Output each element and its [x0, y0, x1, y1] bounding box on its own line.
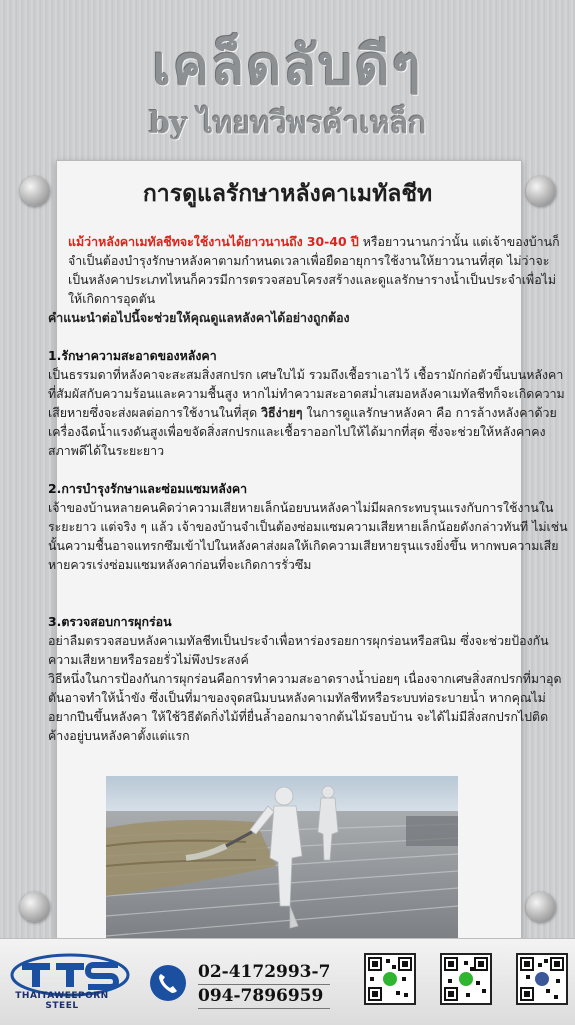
- facebook-icon: [535, 972, 549, 986]
- line-icon: [459, 972, 473, 986]
- phone-1[interactable]: 02-4172993-7: [198, 961, 330, 985]
- intro-highlight: แม้ว่าหลังคาเมทัลชีทจะใช้งานได้ยาวนานถึง 30-40 ปี: [68, 234, 359, 249]
- phone-2[interactable]: 094-7896959: [198, 985, 330, 1009]
- company-name: THAITAWEEPORN STEEL: [15, 991, 109, 1011]
- roof-cleaning-photo: [106, 776, 458, 938]
- header: [0, 0, 575, 160]
- section-1-text-a: เป็นธรรมดาที่หลังคาจะสะสมสิ่งสกปรก เศษใบไม้ รวมถึงเชื้อราเอาไว้ เชื้อรามักก่อตัวขึ้นบนหลังคาที่สัมผัสกับความร้อนและความชื้นสูง หากไม่ทำความสะอาดสม่ำเสมอหลังคาเมทัลชีทก็จะเกิดความเสียหายซึ่งจะส่งผลต่อการใช้งานในที่สุด: [48, 367, 565, 420]
- footer: [0, 938, 575, 1025]
- section-1-bold: วิธีง่ายๆ: [261, 405, 303, 420]
- section-2-heading: 2.การบำรุงรักษาและซ่อมแซมหลังคา: [48, 481, 248, 496]
- line-qr-code-2[interactable]: [440, 953, 492, 1005]
- article-title: การดูแลรักษาหลังคาเมทัลชีท: [142, 181, 433, 207]
- brand-title: เคล็ดลับดีๆ: [152, 33, 423, 97]
- article-body: [48, 232, 568, 745]
- section-3-text: อย่าลืมตรวจสอบหลังคาเมทัลชีทเป็นประจำเพื่อหาร่องรอยการผุกร่อนหรือสนิม ซึ่งจะช่วยป้องกันความเสียหายหรือรอยรั่วไม่พึงประสงค์: [48, 633, 549, 667]
- roof-cleaning-illustration: [106, 776, 458, 938]
- section-1-text-b: ในการดูแลรักษาหลังคา คือ การล้างหลังคาด้วยเครื่องฉีดน้ำแรงดันสูงเพื่อขจัดสิ่งสกปรกและเชื้อราออกไปให้ได้มากที่สุด ซึ่งจะช่วยให้หลังคาคงสภาพดีได้ในระยะยาว: [48, 405, 557, 458]
- phone-icon: [148, 963, 188, 1003]
- section-2-text: เจ้าของบ้านหลายคนคิดว่าความเสียหายเล็กน้อยบนหลังคาไม่มีผลกระทบรุนแรงกับการใช้งานในระยะยาว แต่จริง ๆ แล้ว เจ้าของบ้านจำเป็นต้องซ่อมแซมความเสียหายเล็กน้อยดังกล่าวทันที ไม่เช่นนั้นความชื้นอาจแทรกซึมเข้าไปในหลังคาส่งผลให้เกิดความเสียหายรุนแรงยิ่งขึ้น หากพบความเสียหายควรเร่งซ่อมแซมหลังคาก่อนที่จะเกิดการรั่วซึม: [48, 500, 568, 572]
- section-3-heading: 3.ตรวจสอบการผุกร่อน: [48, 614, 172, 629]
- intro-bold: คำแนะนำต่อไปนี้จะช่วยให้คุณดูแลหลังคาได้อย่างถูกต้อง: [48, 310, 350, 325]
- rivet-icon: [526, 892, 556, 922]
- rivet-icon: [20, 892, 50, 922]
- section-1-text: [48, 365, 568, 460]
- line-qr-code[interactable]: [364, 953, 416, 1005]
- intro-paragraph: [48, 232, 568, 308]
- section-3-text-2: วิธีหนึ่งในการป้องกันการผุกร่อนคือการทำความสะอาดรางน้ำบ่อยๆ เนื่องจากเศษสิ่งสกปรกที่มาอุดตันอาจทำให้น้ำขัง ซึ่งเป็นที่มาของจุดสนิมบนหลังคาเมทัลชีทหรือระบบท่อระบายน้ำ หากคุณไม่อยากปีนขึ้นหลังคา ให้ใช้วิธีตัดกิ่งไม้ที่ยื่นล้ำออกมาจากต้นไม้รอบบ้าน จะได้ไม่มีสิ่งสกปรกไปติดค้างอยู่บนหลังคาตั้งแต่แรก: [48, 671, 562, 743]
- phone-numbers: [198, 961, 330, 1009]
- section-1-heading: 1.รักษาความสะอาดของหลังคา: [48, 348, 217, 363]
- brand-subtitle: by ไทยทวีพรค้าเหล็ก: [148, 106, 427, 141]
- intro-text: หรือยาวนานกว่านั้น แต่เจ้าของบ้านก็จำเป็นต้องบำรุงรักษาหลังคาตามกำหนดเวลาเพื่อยืดอายุการใช้งานให้ยาวนานที่สุด ไม่ว่าจะเป็นหลังคาประเภทไหนก็ควรมีการตรวจสอบโครงสร้างและดูแลรักษารางน้ำเป็นประจำเพื่อไม่ให้เกิดการอุดตัน: [68, 234, 560, 306]
- line-icon: [383, 972, 397, 986]
- facebook-qr-code[interactable]: [516, 953, 568, 1005]
